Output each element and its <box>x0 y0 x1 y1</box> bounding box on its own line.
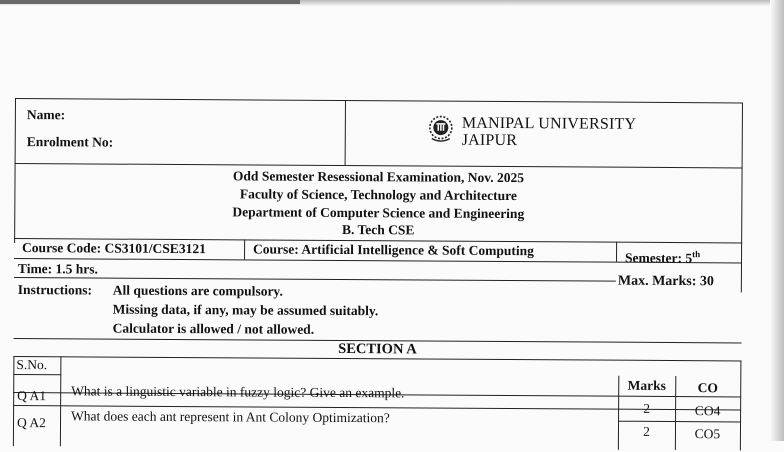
table-rule-left <box>13 356 15 446</box>
semester-superscript: th <box>692 249 701 260</box>
course-code: Course Code: CS3101/CSE3121 <box>22 240 206 257</box>
exam-department: Department of Computer Science and Engineering <box>232 204 525 222</box>
rule-under-sno <box>13 374 61 375</box>
max-marks: Max. Marks: 30 <box>617 273 714 290</box>
instruction-line-2: Missing data, if any, may be assumed suitably. <box>112 301 379 319</box>
exam-paper <box>13 98 743 452</box>
semester <box>625 249 700 267</box>
university-name <box>462 115 637 150</box>
col-sno-header: S.No. <box>16 357 48 373</box>
row2-sno: Q A2 <box>16 415 46 431</box>
exam-title: Odd Semester Resessional Examination, Nov. 2025 <box>232 168 525 186</box>
table-rule-sno <box>60 356 62 446</box>
row1-sno: Q A1 <box>17 388 47 404</box>
scan-right-shadow <box>770 0 784 441</box>
rule-after-time <box>14 277 616 282</box>
exam-program: B. Tech CSE <box>341 222 415 238</box>
instructions-label: Instructions: <box>17 282 93 298</box>
enrolment-label: Enrolment No: <box>26 134 114 150</box>
university-name-line1: MANIPAL UNIVERSITY <box>461 114 637 133</box>
semester-label: Semester: 5 <box>624 250 693 266</box>
row1-question: What is a linguistic variable in fuzzy logic? Give an example. <box>71 383 405 401</box>
university-logo <box>426 115 456 145</box>
row1-marks: 2 <box>643 400 651 416</box>
row2-marks: 2 <box>643 423 650 439</box>
col-co-header: CO <box>697 380 718 396</box>
row2-co: CO5 <box>694 426 721 442</box>
rule-course-divider2 <box>616 242 617 262</box>
time-label: Time: 1.5 hrs. <box>17 261 99 277</box>
university-name-line2: JAIPUR <box>461 131 518 150</box>
section-title: SECTION A <box>338 340 417 358</box>
name-label: Name: <box>26 107 66 123</box>
scan-top-shadow <box>0 0 784 6</box>
exam-faculty: Faculty of Science, Technology and Architecture <box>239 186 517 204</box>
rule-header-divider <box>345 100 346 165</box>
rule-course-divider1 <box>244 239 245 259</box>
row1-co: CO4 <box>694 403 721 419</box>
col-marks-header: Marks <box>627 377 666 393</box>
course-name: Course: Artificial Intelligence & Soft Computing <box>253 241 534 259</box>
row2-question: What does each ant represent in Ant Colony Optimization? <box>71 408 390 426</box>
rule-top <box>15 98 743 103</box>
instruction-line-1: All questions are compulsory. <box>112 282 283 299</box>
row2-marks-rule <box>618 421 741 423</box>
instruction-line-3: Calculator is allowed / not allowed. <box>112 320 315 337</box>
